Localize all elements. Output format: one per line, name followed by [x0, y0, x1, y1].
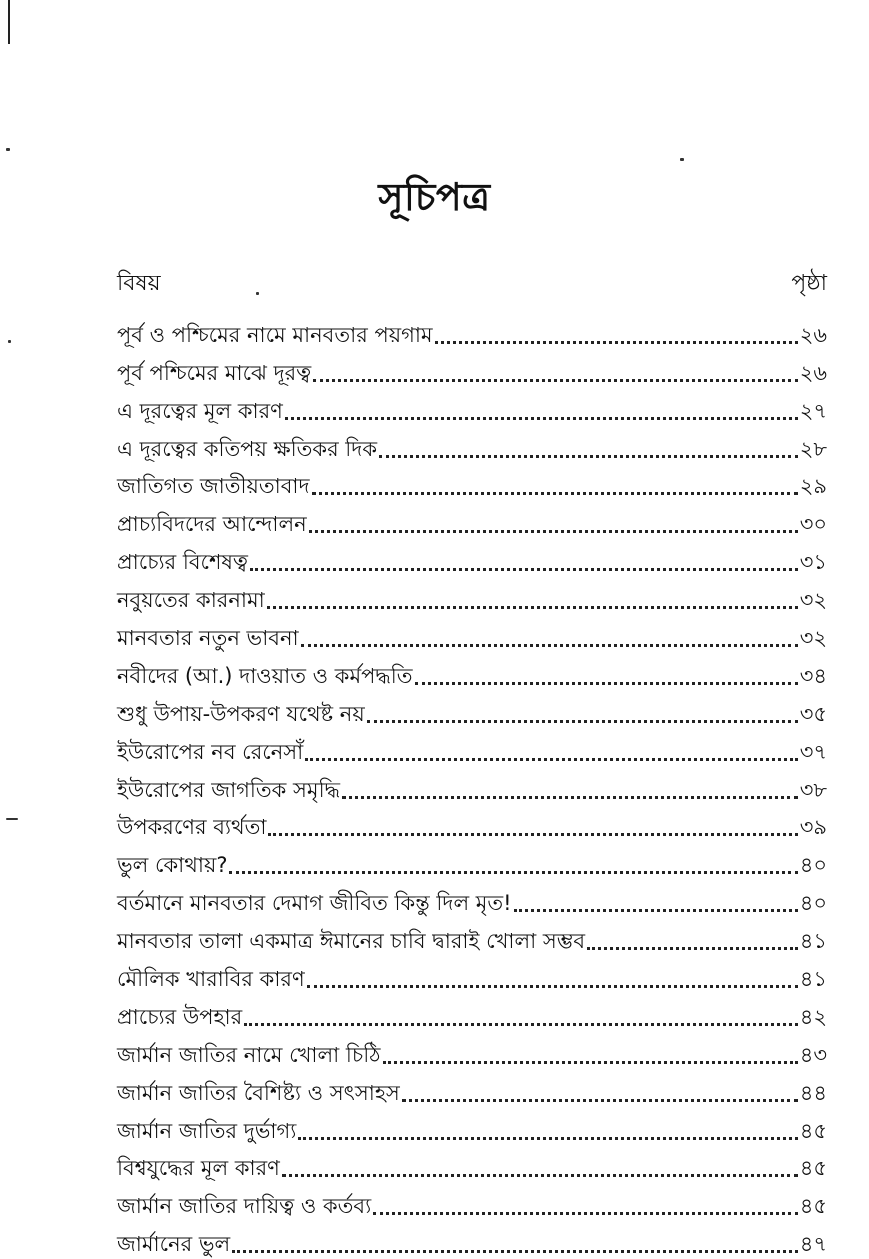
toc-entry [117, 1108, 827, 1146]
toc-leader-dots [587, 943, 798, 950]
toc-entry-title: এ দূরত্বের মূল কারণ [117, 398, 283, 423]
toc-leader-dots [305, 754, 798, 761]
toc-entry-title: মৌলিক খারাবির কারণ [117, 967, 305, 992]
toc-leader-dots [514, 905, 798, 912]
toc-leader-dots [415, 678, 798, 685]
toc-entry [117, 388, 827, 426]
toc-entry-title: ভুল কোথায়? [117, 853, 228, 878]
toc-leader-dots [267, 602, 798, 609]
toc-entry [117, 1032, 827, 1070]
toc-leader-dots [342, 792, 798, 799]
toc-entry-page: ৪১ [799, 967, 827, 992]
toc-entry-page: ৪১ [799, 929, 827, 954]
page-title: সূচিপত্র [378, 175, 491, 219]
toc-entry-title: শুধু উপায়-উপকরণ যথেষ্ট নয় [117, 701, 365, 726]
toc-entry-title: প্রাচ্যবিদদের আন্দোলন [117, 512, 307, 537]
toc-entry [117, 1070, 827, 1108]
toc-leader-dots [268, 829, 797, 836]
toc-entry [117, 880, 827, 918]
toc-entry-page: ৪৩ [799, 1042, 827, 1067]
toc-leader-dots [229, 867, 797, 874]
toc-entry [117, 312, 827, 350]
toc-entry-page: ৩১ [799, 550, 827, 575]
toc-entry [117, 918, 827, 956]
toc-leader-dots [250, 564, 798, 571]
toc-entry-page: ২৭ [799, 398, 827, 423]
toc-entry-title: জার্মানের ভুল [117, 1232, 231, 1257]
toc-entry [117, 1183, 827, 1221]
toc-leader-dots [435, 337, 798, 344]
toc-entry-title: প্রাচ্যের বিশেষত্ব [117, 550, 248, 575]
toc-entry [117, 805, 827, 843]
toc-entry [117, 767, 827, 805]
toc-leader-dots [313, 375, 798, 382]
scan-speck [8, 340, 11, 343]
table-of-contents [117, 312, 827, 1259]
toc-entry-page: ৩৯ [799, 815, 827, 840]
toc-entry [117, 464, 827, 502]
toc-entry [117, 350, 827, 388]
toc-entry [117, 994, 827, 1032]
toc-leader-dots [282, 1170, 798, 1177]
scan-speck [6, 818, 18, 820]
toc-entry-page: ৪০ [799, 891, 827, 916]
toc-entry [117, 691, 827, 729]
toc-entry-title: এ দূরত্বের কতিপয় ক্ষতিকর দিক [117, 436, 378, 461]
toc-entry-page: ৩২ [799, 588, 827, 613]
toc-leader-dots [285, 413, 798, 420]
toc-entry-title: জাতিগত জাতীয়তাবাদ [117, 474, 310, 499]
toc-entry-title: বর্তমানে মানবতার দেমাগ জীবিত কিন্তু দিল মৃত! [117, 891, 512, 916]
toc-entry-page: ৩৮ [799, 777, 827, 802]
toc-entry-title: উপকরণের ব্যর্থতা [117, 815, 267, 840]
toc-entry [117, 539, 827, 577]
toc-entry-title: মানবতার নতুন ভাবনা [117, 626, 299, 651]
toc-entry-page: ২৬ [799, 360, 827, 385]
toc-entry-title: পূর্ব পশ্চিমের মাঝে দূরত্ব [117, 360, 312, 385]
toc-entry-title: প্রাচ্যের উপহার [117, 1004, 243, 1029]
toc-entry-title: মানবতার তালা একমাত্র ঈমানের চাবি দ্বারাই খোলা সম্ভব [117, 929, 586, 954]
toc-entry-page: ৩৪ [799, 663, 827, 688]
toc-entry-page: ৪৫ [799, 1118, 827, 1143]
toc-entry-title: ইউরোপের জাগতিক সমৃদ্ধি [117, 777, 340, 802]
toc-entry-page: ৪০ [799, 853, 827, 878]
toc-leader-dots [379, 451, 798, 458]
toc-entry-page: ৩০ [799, 512, 827, 537]
toc-entry-page: ৩৭ [799, 739, 827, 764]
toc-entry [117, 577, 827, 615]
toc-entry-title: বিশ্বযুদ্ধের মূল কারণ [117, 1156, 280, 1181]
toc-leader-dots [383, 1057, 798, 1064]
toc-entry [117, 426, 827, 464]
toc-entry-page: ৪৫ [799, 1194, 827, 1219]
toc-leader-dots [301, 640, 798, 647]
toc-leader-dots [367, 716, 798, 723]
toc-entry-title: নবুয়তের কারনামা [117, 588, 265, 613]
toc-entry [117, 501, 827, 539]
scan-speck [6, 148, 10, 151]
toc-entry [117, 1221, 827, 1259]
toc-leader-dots [307, 981, 798, 988]
toc-leader-dots [312, 488, 798, 495]
toc-entry-page: ৩২ [799, 626, 827, 651]
toc-entry [117, 1146, 827, 1184]
toc-entry-title: জার্মান জাতির দায়িত্ব ও কর্তব্য [117, 1194, 372, 1219]
toc-entry [117, 842, 827, 880]
column-label-topic: বিষয় [117, 271, 161, 296]
toc-entry [117, 956, 827, 994]
scan-speck [680, 158, 684, 161]
column-label-page: পৃষ্ঠা [791, 271, 827, 296]
toc-entry [117, 653, 827, 691]
toc-entry-title: জার্মান জাতির নামে খোলা চিঠি [117, 1042, 381, 1067]
toc-leader-dots [402, 1095, 798, 1102]
toc-entry-page: ৩৫ [799, 701, 827, 726]
toc-entry [117, 615, 827, 653]
toc-entry-page: ৪৪ [799, 1080, 827, 1105]
toc-entry-page: ৪৭ [799, 1232, 827, 1257]
toc-entry-page: ২৯ [799, 474, 827, 499]
toc-header [117, 266, 827, 300]
toc-entry-page: ৪৫ [799, 1156, 827, 1181]
toc-entry-title: জার্মান জাতির দুর্ভাগ্য [117, 1118, 297, 1143]
toc-entry [117, 729, 827, 767]
toc-entry-title: পূর্ব ও পশ্চিমের নামে মানবতার পয়গাম [117, 322, 433, 347]
toc-leader-dots [244, 1019, 798, 1026]
toc-leader-dots [232, 1246, 798, 1253]
toc-leader-dots [373, 1208, 798, 1215]
toc-entry-page: ২৬ [799, 322, 827, 347]
toc-leader-dots [309, 526, 798, 533]
toc-entry-title: নবীদের (আ.) দাওয়াত ও কর্মপদ্ধতি [117, 663, 413, 688]
toc-entry-page: ২৮ [799, 436, 827, 461]
scan-margin-line [8, 0, 10, 44]
toc-entry-title: ইউরোপের নব রেনেসাঁ [117, 739, 304, 764]
toc-entry-page: ৪২ [799, 1004, 827, 1029]
toc-entry-title: জার্মান জাতির বৈশিষ্ট্য ও সৎসাহস [117, 1080, 400, 1105]
toc-leader-dots [298, 1133, 797, 1140]
